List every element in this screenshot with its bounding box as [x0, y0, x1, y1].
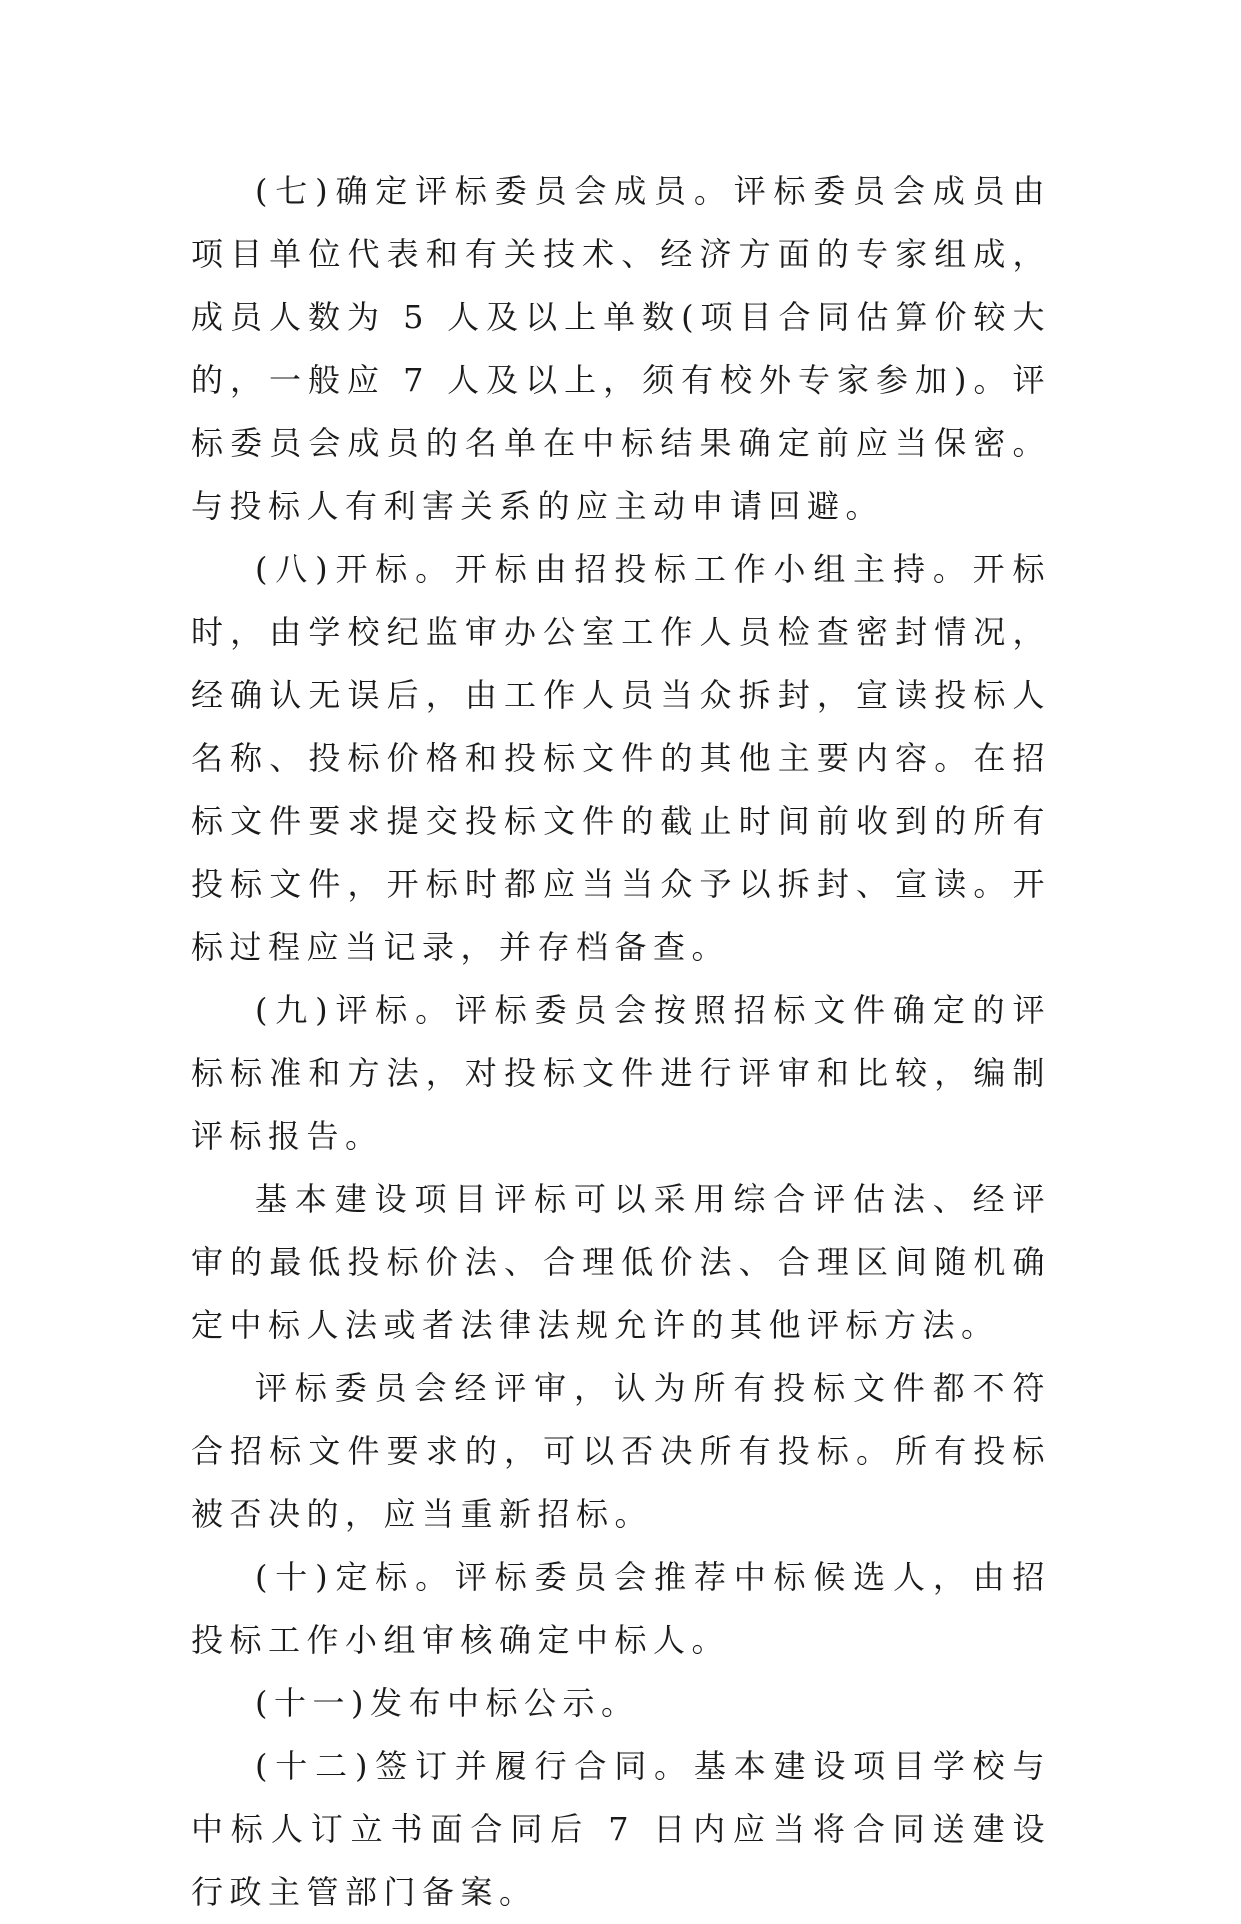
paragraph-10-award: (十)定标。评标委员会推荐中标候选人，由招投标工作小组审核确定中标人。 [191, 1558, 1051, 1659]
paragraph-9-bid-evaluation: (九)评标。评标委员会按照招标文件确定的评标标准和方法，对投标文件进行评审和比较，编制评标报告。 [191, 991, 1051, 1155]
document-body [191, 160, 1051, 1924]
paragraph-12-sign-contract: (十二)签订并履行合同。基本建设项目学校与中标人订立书面合同后 7 日内应当将合同送建设行政主管部门备案。 [191, 1747, 1051, 1911]
paragraph-8-bid-opening: (八)开标。开标由招投标工作小组主持。开标时，由学校纪监审办公室工作人员检查密封情况，经确认无误后，由工作人员当众拆封，宣读投标人名称、投标价格和投标文件的其他主要内容。在招标文件要求提交投标文件的截止时间前收到的所有投标文件，开标时都应当当众予以拆封、宣读。开标过程应当记录，并存档备查。 [191, 550, 1051, 966]
paragraph-evaluation-methods: 基本建设项目评标可以采用综合评估法、经评审的最低投标价法、合理低价法、合理区间随机确定中标人法或者法律法规允许的其他评标方法。 [191, 1180, 1051, 1344]
paragraph-11-publish-result: (十一)发布中标公示。 [255, 1684, 640, 1722]
paragraph-7-evaluation-committee: (七)确定评标委员会成员。评标委员会成员由项目单位代表和有关技术、经济方面的专家组成，成员人数为 5 人及以上单数(项目合同估算价较大的，一般应 7 人及以上，须有校外专家参加)。评标委员会成员的名单在中标结果确定前应当保密。与投标人有利害关系的应主动申请回避。 [191, 172, 1051, 525]
paragraph-reject-all-bids: 评标委员会经评审，认为所有投标文件都不符合招标文件要求的，可以否决所有投标。所有投标被否决的，应当重新招标。 [191, 1369, 1051, 1533]
